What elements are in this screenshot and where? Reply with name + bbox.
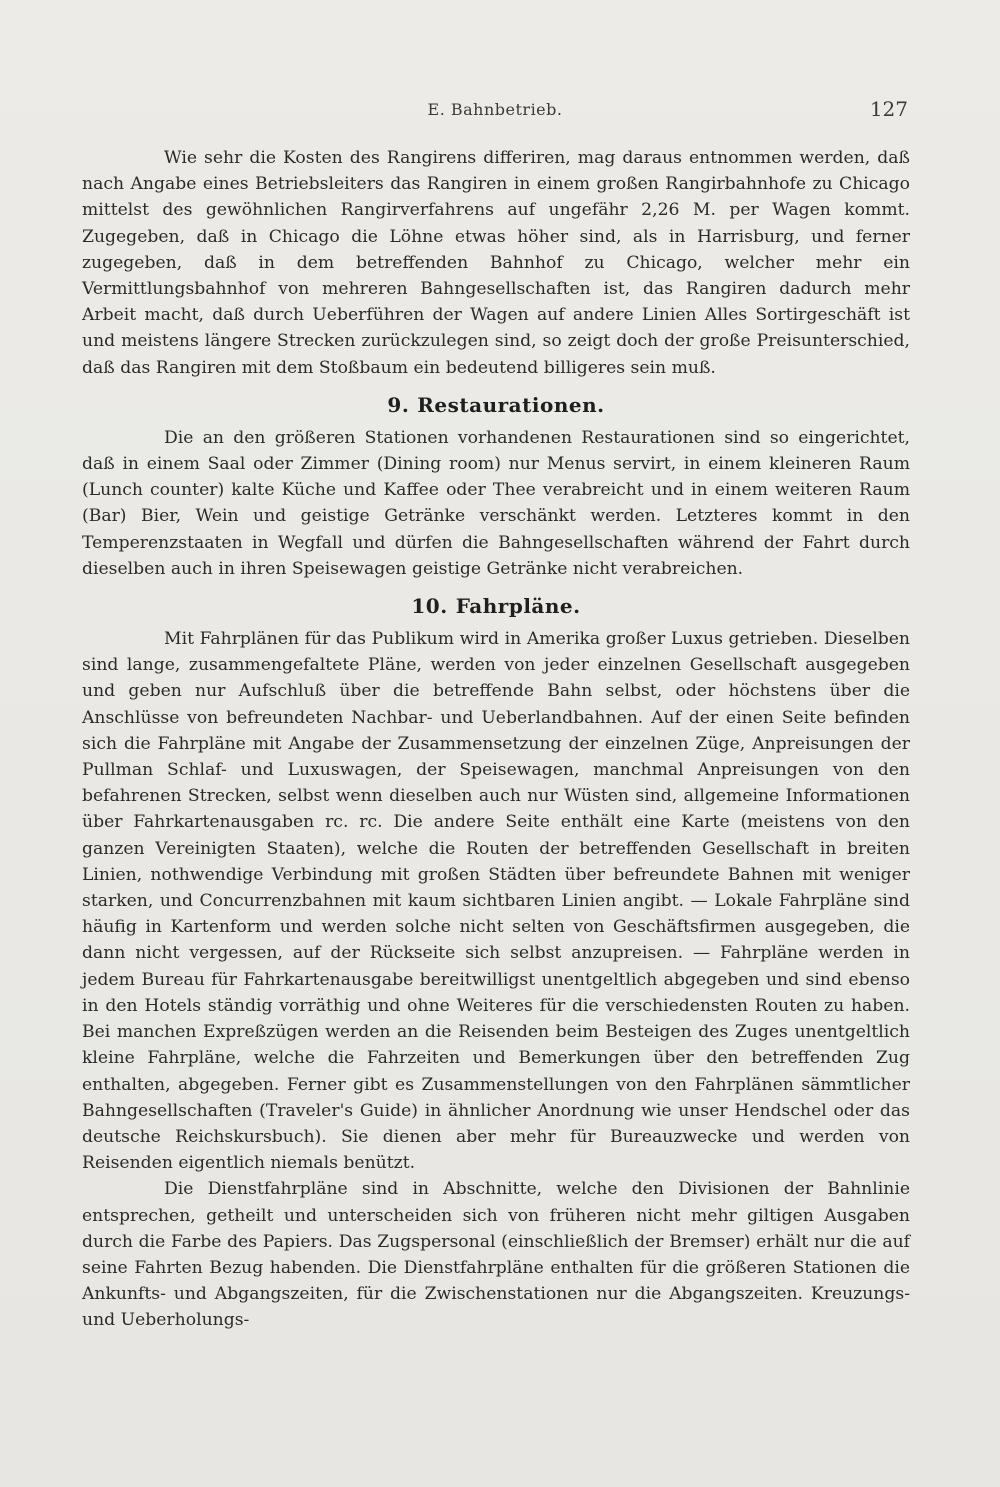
section-title: Restaurationen.	[417, 392, 605, 417]
paragraph-restaurationen: Die an den größeren Stationen vorhandenen Restaurationen sind so eingerichtet, daß in einem Saal oder Zimmer (Dining room) nur Menus servirt, in einem kleineren Raum (Lunch counter) kalte Küche und Kaffee oder Thee verabreicht und in einem weiteren Raum (Bar) Bier, Wein und geistige Getränke verschänkt werden. Letzteres kommt in den Temperenzstaaten in Wegfall und dürfen die Bahngesellschaften während der Fahrt durch dieselben auch in ihren Speisewagen geistige Getränke nicht verabreichen.	[82, 427, 910, 579]
section-heading-restaurationen	[82, 391, 910, 419]
running-title: E. Bahnbetrieb.	[427, 100, 563, 119]
body-text	[82, 145, 910, 1334]
paragraph-rangiren: Wie sehr die Kosten des Rangirens differiren, mag daraus entnommen werden, daß nach Angabe eines Betriebsleiters das Rangiren in einem großen Rangirbahnhofe zu Chicago mittelst des gewöhnlichen Rangirverfahrens auf ungefähr 2,26 M. per Wagen kommt. Zugegeben, daß in Chicago die Löhne etwas höher sind, als in Harrisburg, und ferner zugegeben, daß in dem betreffenden Bahnhof zu Chicago, welcher mehr ein Vermittlungsbahnhof von mehreren Bahngesellschaften ist, das Rangiren dadurch mehr Arbeit macht, daß durch Ueberführen der Wagen auf andere Linien Alles Sortirgeschäft ist und meistens längere Strecken zurückzulegen sind, so zeigt doch der große Preisunterschied, daß das Rangiren mit dem Stoßbaum ein bedeutend billigeres sein muß.	[82, 148, 910, 378]
section-title: Fahrpläne.	[455, 594, 581, 619]
section-heading-fahrplaene	[82, 592, 910, 620]
paragraph-fahrplaene-publikum: Mit Fahrplänen für das Publikum wird in Amerika großer Luxus getrieben. Dieselben sind lange, zusammengefaltete Pläne, werden von jeder einzelnen Gesellschaft ausgegeben und geben nur Aufschluß über die betreffende Bahn selbst, oder höchstens über die Anschlüsse von befreundeten Nachbar- und Ueberlandbahnen. Auf der einen Seite befinden sich die Fahrpläne mit Angabe der Zusammensetzung der einzelnen Züge, Anpreisungen der Pullman Schlaf- und Luxuswagen, der Speisewagen, manchmal Anpreisungen von den befahrenen Strecken, selbst wenn dieselben auch nur Wüsten sind, allgemeine Informationen über Fahrkartenausgaben rc. rc. Die andere Seite enthält eine Karte (meistens von den ganzen Vereinigten Staaten), welche die Routen der betreffenden Gesellschaft in breiten Linien, nothwendige Verbindung mit großen Städten über befreundete Bahnen mit weniger starken, und Concurrenzbahnen mit kaum sichtbaren Linien angibt. — Lokale Fahrpläne sind häufig in Kartenform und werden solche nicht selten von Geschäftsfirmen ausgegeben, die dann nicht vergessen, auf der Rückseite sich selbst anzupreisen. — Fahrpläne werden in jedem Bureau für Fahrkartenausgabe bereitwilligst unentgeltlich abgegeben und sind ebenso in den Hotels ständig vorräthig und ohne Weiteres für die verschiedensten Routen zu haben. Bei manchen Expreßzügen werden an die Reisenden beim Besteigen des Zuges unentgeltlich kleine Fahrpläne, welche die Fahrzeiten und Bemerkungen über den betreffenden Zug enthalten, abgegeben. Ferner gibt es Zusammenstellungen von den Fahrplänen sämmtlicher Bahngesellschaften (Traveler's Guide) in ähnlicher Anordnung wie unser Hendschel oder das deutsche Reichskursbuch). Sie dienen aber mehr für Bureauzwecke und werden von Reisenden eigentlich niemals benützt.	[82, 629, 910, 1174]
paragraph-dienstfahrplaene: Die Dienstfahrpläne sind in Abschnitte, welche den Divisionen der Bahnlinie entsprechen, getheilt und unterscheiden sich von früheren nicht mehr giltigen Ausgaben durch die Farbe des Papiers. Das Zugspersonal (einschließlich der Bremser) erhält nur die auf seine Fahrten Bezug habenden. Die Dienstfahrpläne enthalten für die größeren Stationen die Ankunfts- und Abgangszeiten, für die Zwischenstationen nur die Abgangszeiten. Kreuzungs- und Ueberholungs-	[82, 1179, 910, 1331]
section-number: 9.	[387, 392, 410, 417]
page-number: 127	[869, 97, 908, 121]
section-number: 10.	[411, 594, 448, 619]
running-header	[82, 97, 908, 126]
